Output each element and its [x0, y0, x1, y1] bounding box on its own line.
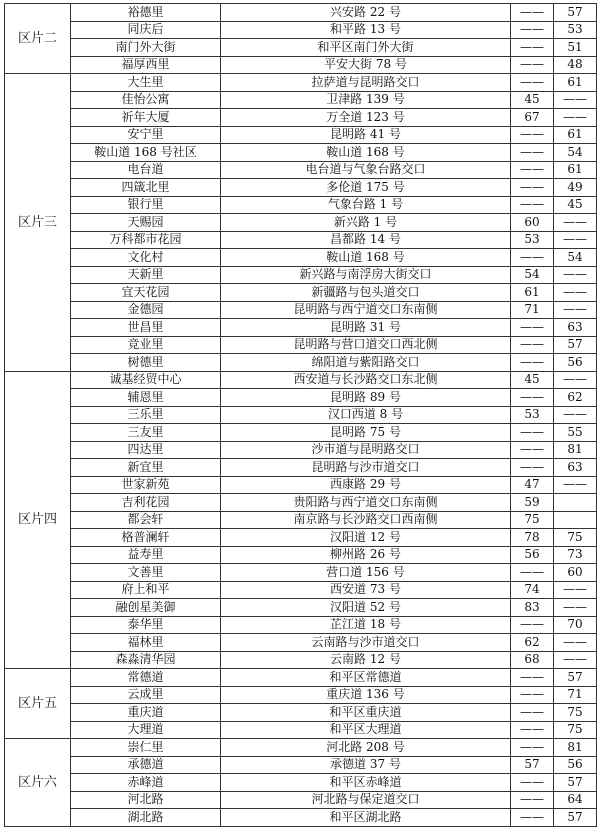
value-cell-2: 56	[554, 354, 597, 372]
table-row	[5, 756, 597, 774]
value-cell-2: ——	[554, 301, 597, 319]
community-name-cell: 同庆后	[71, 21, 221, 39]
table-row	[5, 126, 597, 144]
table-row	[5, 634, 597, 652]
address-cell: 新兴路 1 号	[221, 214, 511, 232]
address-cell: 昆明路 89 号	[221, 389, 511, 407]
value-cell-1: ——	[511, 791, 554, 809]
community-name-cell: 府上和平	[71, 581, 221, 599]
community-name-cell: 祈年大厦	[71, 109, 221, 127]
value-cell-2: 53	[554, 21, 597, 39]
address-cell: 汉阳道 12 号	[221, 529, 511, 547]
value-cell-2: 75	[554, 704, 597, 722]
district-cell: 区片三	[5, 74, 71, 372]
table-row	[5, 301, 597, 319]
value-cell-1: ——	[511, 21, 554, 39]
community-name-cell: 宜天花园	[71, 284, 221, 302]
value-cell-1: ——	[511, 4, 554, 22]
value-cell-2: 48	[554, 56, 597, 74]
address-cell: 南京路与长沙路交口西南侧	[221, 511, 511, 529]
value-cell-2: ——	[554, 91, 597, 109]
community-name-cell: 南门外大街	[71, 39, 221, 57]
table-row	[5, 581, 597, 599]
value-cell-2: ——	[554, 476, 597, 494]
community-name-cell: 融创星美御	[71, 599, 221, 617]
table-row	[5, 809, 597, 827]
community-name-cell: 辅恩里	[71, 389, 221, 407]
table-row	[5, 616, 597, 634]
value-cell-2: 51	[554, 39, 597, 57]
address-cell: 河北路与保定道交口	[221, 791, 511, 809]
value-cell-1: ——	[511, 126, 554, 144]
address-cell: 汉阳道 52 号	[221, 599, 511, 617]
value-cell-2: 54	[554, 144, 597, 162]
community-name-cell: 世家新苑	[71, 476, 221, 494]
community-name-cell: 裕德里	[71, 4, 221, 22]
table-row	[5, 144, 597, 162]
table-row	[5, 336, 597, 354]
value-cell-1: ——	[511, 459, 554, 477]
value-cell-2: ——	[554, 371, 597, 389]
address-cell: 西安道 73 号	[221, 581, 511, 599]
table-row	[5, 494, 597, 512]
community-name-cell: 湖北路	[71, 809, 221, 827]
value-cell-1: ——	[511, 774, 554, 792]
address-cell: 鞍山道 168 号	[221, 249, 511, 267]
value-cell-1: ——	[511, 179, 554, 197]
value-cell-2: 49	[554, 179, 597, 197]
value-cell-2: 63	[554, 459, 597, 477]
value-cell-2: 54	[554, 249, 597, 267]
community-name-cell: 格普澜轩	[71, 529, 221, 547]
value-cell-2: 75	[554, 529, 597, 547]
value-cell-1: ——	[511, 336, 554, 354]
value-cell-1: ——	[511, 389, 554, 407]
address-cell: 贵阳路与西宁道交口东南侧	[221, 494, 511, 512]
value-cell-1: 71	[511, 301, 554, 319]
address-cell: 承德道 37 号	[221, 756, 511, 774]
value-cell-1: ——	[511, 424, 554, 442]
table-row	[5, 371, 597, 389]
value-cell-2: 64	[554, 791, 597, 809]
address-cell: 云南路与沙市道交口	[221, 634, 511, 652]
address-cell: 重庆道 136 号	[221, 686, 511, 704]
address-cell: 新兴路与南浮房大街交口	[221, 266, 511, 284]
value-cell-2: 75	[554, 721, 597, 739]
address-cell: 沙市道与昆明路交口	[221, 441, 511, 459]
table-row	[5, 249, 597, 267]
table-row	[5, 4, 597, 22]
value-cell-1: 47	[511, 476, 554, 494]
table-row	[5, 721, 597, 739]
value-cell-2: 56	[554, 756, 597, 774]
value-cell-2: 60	[554, 564, 597, 582]
value-cell-2: ——	[554, 634, 597, 652]
value-cell-1: ——	[511, 161, 554, 179]
value-cell-1: ——	[511, 319, 554, 337]
community-name-cell: 福厚西里	[71, 56, 221, 74]
value-cell-1: 59	[511, 494, 554, 512]
community-name-cell: 益寿里	[71, 546, 221, 564]
value-cell-1: 83	[511, 599, 554, 617]
address-cell: 电台道与气象台路交口	[221, 161, 511, 179]
table-row	[5, 424, 597, 442]
table-row	[5, 476, 597, 494]
district-cell: 区片六	[5, 739, 71, 827]
table-row	[5, 511, 597, 529]
table-row	[5, 599, 597, 617]
value-cell-1: 78	[511, 529, 554, 547]
community-name-cell: 佳怡公寓	[71, 91, 221, 109]
value-cell-1: ——	[511, 74, 554, 92]
district-community-table	[4, 3, 597, 827]
community-name-cell: 鞍山道 168 号社区	[71, 144, 221, 162]
address-cell: 多伦道 175 号	[221, 179, 511, 197]
community-name-cell: 大生里	[71, 74, 221, 92]
community-name-cell: 泰华里	[71, 616, 221, 634]
community-name-cell: 诚基经贸中心	[71, 371, 221, 389]
value-cell-2: ——	[554, 109, 597, 127]
address-cell: 昆明路 41 号	[221, 126, 511, 144]
value-cell-1: 45	[511, 91, 554, 109]
address-cell: 卫津路 139 号	[221, 91, 511, 109]
value-cell-1: ——	[511, 56, 554, 74]
address-cell: 昆明路与西宁道交口东南侧	[221, 301, 511, 319]
community-name-cell: 承德道	[71, 756, 221, 774]
table-row	[5, 196, 597, 214]
value-cell-1: ——	[511, 809, 554, 827]
value-cell-1: ——	[511, 721, 554, 739]
address-cell: 汉口西道 8 号	[221, 406, 511, 424]
address-cell: 营口道 156 号	[221, 564, 511, 582]
community-name-cell: 文化村	[71, 249, 221, 267]
community-name-cell: 新宜里	[71, 459, 221, 477]
community-name-cell: 电台道	[71, 161, 221, 179]
value-cell-2: ——	[554, 406, 597, 424]
address-cell: 和平区南门外大街	[221, 39, 511, 57]
value-cell-2: ——	[554, 284, 597, 302]
table-row	[5, 669, 597, 687]
community-name-cell: 万科都市花园	[71, 231, 221, 249]
value-cell-1: ——	[511, 249, 554, 267]
value-cell-2: ——	[554, 599, 597, 617]
community-name-cell: 三乐里	[71, 406, 221, 424]
community-name-cell: 常德道	[71, 669, 221, 687]
value-cell-1: ——	[511, 144, 554, 162]
value-cell-2: 63	[554, 319, 597, 337]
value-cell-2	[554, 494, 597, 512]
community-name-cell: 文善里	[71, 564, 221, 582]
community-name-cell: 金德园	[71, 301, 221, 319]
community-name-cell: 福林里	[71, 634, 221, 652]
value-cell-2: 70	[554, 616, 597, 634]
value-cell-2: 71	[554, 686, 597, 704]
table-row	[5, 459, 597, 477]
value-cell-1: 74	[511, 581, 554, 599]
address-cell: 绵阳道与紫阳路交口	[221, 354, 511, 372]
value-cell-1: 54	[511, 266, 554, 284]
address-cell: 和平区赤峰道	[221, 774, 511, 792]
community-name-cell: 都会轩	[71, 511, 221, 529]
address-cell: 昌都路 14 号	[221, 231, 511, 249]
community-name-cell: 竞业里	[71, 336, 221, 354]
value-cell-1: ——	[511, 686, 554, 704]
community-name-cell: 森淼清华园	[71, 651, 221, 669]
community-name-cell: 大理道	[71, 721, 221, 739]
address-cell: 西康路 29 号	[221, 476, 511, 494]
table-row	[5, 686, 597, 704]
value-cell-1: ——	[511, 564, 554, 582]
value-cell-2	[554, 511, 597, 529]
address-cell: 柳州路 26 号	[221, 546, 511, 564]
address-cell: 和平区湖北路	[221, 809, 511, 827]
table-row	[5, 774, 597, 792]
value-cell-2: 61	[554, 126, 597, 144]
value-cell-2: ——	[554, 231, 597, 249]
community-name-cell: 四箴北里	[71, 179, 221, 197]
value-cell-1: 60	[511, 214, 554, 232]
value-cell-1: 56	[511, 546, 554, 564]
address-cell: 和平区常德道	[221, 669, 511, 687]
table-row	[5, 266, 597, 284]
community-name-cell: 世昌里	[71, 319, 221, 337]
table-row	[5, 21, 597, 39]
value-cell-2: ——	[554, 266, 597, 284]
value-cell-2: ——	[554, 581, 597, 599]
address-cell: 昆明路 31 号	[221, 319, 511, 337]
value-cell-2: 61	[554, 161, 597, 179]
table-row	[5, 739, 597, 757]
value-cell-1: 68	[511, 651, 554, 669]
value-cell-2: 57	[554, 774, 597, 792]
value-cell-1: ——	[511, 196, 554, 214]
value-cell-2: ——	[554, 214, 597, 232]
value-cell-2: 57	[554, 336, 597, 354]
value-cell-1: ——	[511, 39, 554, 57]
community-name-cell: 吉利花园	[71, 494, 221, 512]
value-cell-2: 57	[554, 4, 597, 22]
table-row	[5, 546, 597, 564]
table-row	[5, 214, 597, 232]
district-cell: 区片四	[5, 371, 71, 669]
value-cell-2: 55	[554, 424, 597, 442]
value-cell-1: ——	[511, 354, 554, 372]
community-name-cell: 河北路	[71, 791, 221, 809]
table-row	[5, 231, 597, 249]
address-cell: 西安道与长沙路交口东北侧	[221, 371, 511, 389]
community-name-cell: 银行里	[71, 196, 221, 214]
table-row	[5, 441, 597, 459]
address-cell: 气象台路 1 号	[221, 196, 511, 214]
community-name-cell: 天新里	[71, 266, 221, 284]
address-cell: 和平区大理道	[221, 721, 511, 739]
value-cell-1: ——	[511, 704, 554, 722]
district-cell: 区片五	[5, 669, 71, 739]
table-row	[5, 389, 597, 407]
value-cell-1: ——	[511, 739, 554, 757]
table-row	[5, 39, 597, 57]
table-row	[5, 791, 597, 809]
table-row	[5, 74, 597, 92]
value-cell-1: ——	[511, 616, 554, 634]
community-name-cell: 重庆道	[71, 704, 221, 722]
value-cell-1: ——	[511, 441, 554, 459]
address-cell: 和平区重庆道	[221, 704, 511, 722]
address-cell: 昆明路 75 号	[221, 424, 511, 442]
value-cell-1: 53	[511, 406, 554, 424]
table-row	[5, 56, 597, 74]
table-body	[5, 4, 597, 827]
table-row	[5, 354, 597, 372]
value-cell-2: 57	[554, 669, 597, 687]
value-cell-1: 62	[511, 634, 554, 652]
address-cell: 和平路 13 号	[221, 21, 511, 39]
table-row	[5, 651, 597, 669]
table-row	[5, 91, 597, 109]
value-cell-1: 57	[511, 756, 554, 774]
value-cell-1: ——	[511, 669, 554, 687]
community-name-cell: 四达里	[71, 441, 221, 459]
address-cell: 拉萨道与昆明路交口	[221, 74, 511, 92]
table-row	[5, 564, 597, 582]
address-cell: 河北路 208 号	[221, 739, 511, 757]
value-cell-1: 75	[511, 511, 554, 529]
community-name-cell: 安宁里	[71, 126, 221, 144]
district-cell: 区片二	[5, 4, 71, 74]
value-cell-1: 61	[511, 284, 554, 302]
table-row	[5, 529, 597, 547]
address-cell: 鞍山道 168 号	[221, 144, 511, 162]
address-cell: 芷江道 18 号	[221, 616, 511, 634]
table-row	[5, 704, 597, 722]
value-cell-2: 81	[554, 739, 597, 757]
value-cell-2: 73	[554, 546, 597, 564]
table-row	[5, 284, 597, 302]
community-name-cell: 赤峰道	[71, 774, 221, 792]
value-cell-2: 45	[554, 196, 597, 214]
community-name-cell: 云成里	[71, 686, 221, 704]
table-row	[5, 319, 597, 337]
address-cell: 兴安路 22 号	[221, 4, 511, 22]
address-cell: 云南路 12 号	[221, 651, 511, 669]
value-cell-1: 53	[511, 231, 554, 249]
community-name-cell: 天赐园	[71, 214, 221, 232]
address-cell: 平安大街 78 号	[221, 56, 511, 74]
value-cell-2: 81	[554, 441, 597, 459]
address-cell: 昆明路与沙市道交口	[221, 459, 511, 477]
value-cell-2: 61	[554, 74, 597, 92]
table-row	[5, 406, 597, 424]
value-cell-2: ——	[554, 651, 597, 669]
address-cell: 昆明路与营口道交口西北侧	[221, 336, 511, 354]
value-cell-1: 67	[511, 109, 554, 127]
value-cell-2: 57	[554, 809, 597, 827]
community-name-cell: 崇仁里	[71, 739, 221, 757]
table-row	[5, 179, 597, 197]
table-row	[5, 109, 597, 127]
address-cell: 新疆路与包头道交口	[221, 284, 511, 302]
value-cell-2: 62	[554, 389, 597, 407]
community-name-cell: 树德里	[71, 354, 221, 372]
table-row	[5, 161, 597, 179]
value-cell-1: 45	[511, 371, 554, 389]
address-cell: 万全道 123 号	[221, 109, 511, 127]
community-name-cell: 三友里	[71, 424, 221, 442]
